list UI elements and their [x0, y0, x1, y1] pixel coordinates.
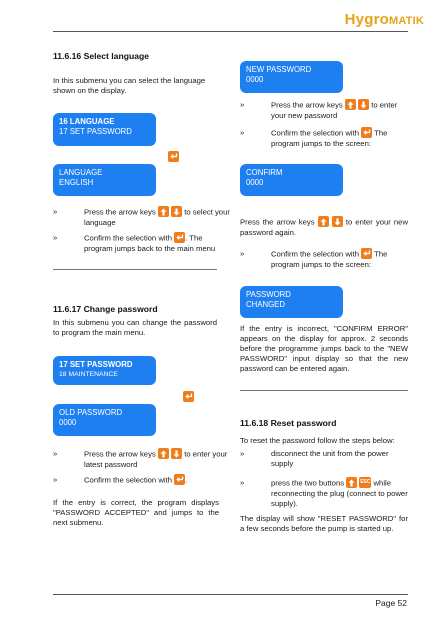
display-line: CONFIRM: [246, 168, 283, 177]
enter-again-pre: Press the arrow keys: [240, 217, 315, 227]
bullet-text: to select your language: [84, 207, 230, 227]
list-item: [53, 475, 231, 486]
bullet: »: [240, 478, 245, 487]
display-line: OLD PASSWORD: [59, 408, 123, 417]
hygromatik-logo: [345, 11, 424, 28]
esc-key-icon: ESC: [359, 477, 371, 488]
footer-rule: [53, 594, 408, 595]
display-line: LANGUAGE: [59, 168, 103, 177]
enter-key-icon: [168, 151, 179, 162]
bullet-text: Confirm the selection with: [271, 249, 360, 259]
header-rule: [53, 31, 408, 32]
reset-password-intro: To reset the password follow the steps below:: [240, 436, 395, 445]
display-language-english: [53, 164, 156, 196]
list-item: [240, 100, 408, 121]
bullet-text: Press the arrow keys: [271, 100, 343, 110]
bullet: »: [240, 449, 245, 458]
display-password-changed: [240, 286, 343, 318]
display-line: 16 LANGUAGE: [59, 117, 115, 126]
list-item: [240, 478, 408, 509]
select-language-intro: In this submenu you can select the language shown on the display.: [53, 76, 206, 95]
divider: [240, 390, 408, 391]
list-item: [240, 128, 408, 149]
page-number: Page 52: [375, 598, 407, 608]
bullet-text: while reconnecting the plug (connect to power supply).: [271, 478, 408, 508]
list-item: [53, 449, 231, 470]
bullet-text: to enter your latest password: [84, 449, 228, 469]
bullet-text: Confirm the selection with: [84, 233, 173, 243]
display-line: PASSWORD: [246, 290, 291, 299]
display-new-password: [240, 61, 343, 93]
arrow-up-icon: [158, 448, 169, 459]
arrow-down-icon: [171, 206, 182, 217]
display-line: 17 SET PASSWORD: [59, 360, 133, 369]
bullet-text: Press the arrow keys: [84, 449, 156, 459]
list-item: [53, 207, 231, 228]
bullet: »: [240, 128, 245, 137]
arrow-up-icon: [158, 206, 169, 217]
enter-key-icon: [183, 391, 194, 402]
logo-part-2: MATIK: [388, 15, 424, 27]
enter-again-post: to enter your new password again.: [240, 217, 409, 237]
bullet-text: press the two buttons: [271, 478, 345, 488]
divider: [53, 269, 217, 270]
confirm-error-text: If the entry is incorrect, "CONFIRM ERROR" appears on the display for approx. 2 seconds before the programme jumps back to the "NEW PASSWORD" input display so that the new password can be entered again.: [240, 324, 408, 373]
bullet-text: Confirm the selection with: [271, 128, 360, 138]
display-line: 17 SET PASSWORD: [59, 127, 132, 136]
enter-key-icon: [174, 232, 185, 243]
enter-again-text: [240, 217, 408, 238]
bullet-text: disconnect the unit from the power supply: [271, 449, 389, 468]
arrow-up-icon: [346, 477, 357, 488]
bullet: »: [53, 475, 58, 484]
change-password-intro: In this submenu you can change the password to program the main menu.: [53, 318, 217, 337]
bullet: »: [240, 100, 245, 109]
section-title-change-password: 11.6.17 Change password: [53, 304, 158, 314]
bullet: »: [240, 249, 245, 258]
bullet: »: [53, 449, 58, 458]
display-line: 0000: [246, 75, 264, 84]
bullet-text: .: [185, 475, 188, 485]
bullet-text: The program jumps to the screen:: [271, 128, 388, 148]
display-old-password: [53, 404, 156, 436]
display-line: ENGLISH: [59, 178, 94, 187]
enter-key-icon: [361, 127, 372, 138]
arrow-down-icon: [171, 448, 182, 459]
reset-password-outro: The display will show "RESET PASSWORD" for a few seconds before the pump is started up.: [240, 514, 408, 533]
enter-key-icon: [174, 474, 188, 485]
bullet-text: Confirm the selection with: [84, 475, 173, 485]
change-password-outro: If the entry is correct, the program displays "PASSWORD ACCEPTED" and jumps to the next submenu.: [53, 498, 219, 527]
list-item: [240, 249, 408, 270]
display-line: NEW PASSWORD: [246, 65, 312, 74]
bullet-text: The program jumps to the screen:: [271, 249, 388, 269]
bullet-text: . The program jumps back to the main menu: [84, 233, 216, 253]
display-line: 0000: [59, 418, 77, 427]
enter-key-icon: [361, 248, 372, 259]
bullet-text: to enter your new password: [271, 100, 398, 120]
display-confirm: [240, 164, 343, 196]
section-title-reset-password: 11.6.18 Reset password: [240, 418, 337, 428]
display-set-password-menu: [53, 356, 156, 385]
bullet-text: Press the arrow keys: [84, 207, 156, 217]
bullet: »: [53, 233, 58, 242]
list-item: [53, 233, 231, 254]
display-line: 18 MAINTENANCE: [59, 371, 118, 378]
section-title-select-language: 11.6.16 Select language: [53, 51, 150, 61]
arrow-up-icon: [345, 99, 356, 110]
bullet: »: [53, 207, 58, 216]
display-line: 0000: [246, 178, 264, 187]
display-line: CHANGED: [246, 300, 285, 309]
logo-part-1: Hygro: [344, 11, 389, 28]
list-item: [240, 449, 408, 469]
arrow-up-icon: [318, 216, 329, 227]
arrow-down-icon: [332, 216, 343, 227]
arrow-down-icon: [358, 99, 369, 110]
display-language-menu: [53, 113, 156, 146]
